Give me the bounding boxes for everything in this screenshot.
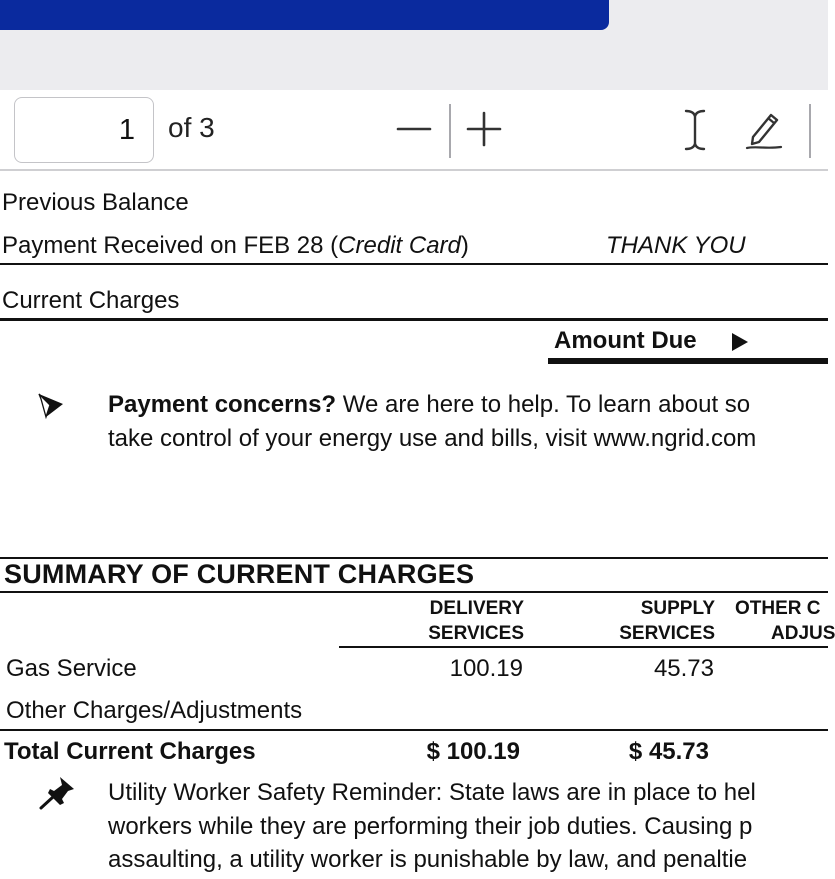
summary-title: SUMMARY OF CURRENT CHARGES	[4, 559, 475, 589]
payment-method: Credit Card	[338, 232, 461, 259]
payment-suffix: )	[460, 232, 469, 259]
document-banner	[0, 0, 609, 30]
zoom-out-button[interactable]	[396, 104, 432, 154]
current-charges-label: Current Charges	[2, 287, 180, 314]
amount-due-label: Amount Due	[554, 327, 697, 354]
pdf-toolbar	[0, 90, 828, 171]
text-cursor-icon	[680, 108, 710, 152]
thank-you-text: THANK YOU	[606, 232, 746, 259]
gas-delivery-value: 100.19	[449, 655, 523, 682]
row-label-gas-service: Gas Service	[6, 655, 137, 682]
column-header-supply-l2: SERVICES	[619, 623, 715, 644]
total-delivery-value: $ 100.19	[426, 738, 520, 765]
payment-concerns-line-2: take control of your energy use and bills, visit www.ngrid.com	[108, 425, 757, 452]
payment-concerns-lead: Payment concerns?	[108, 391, 337, 418]
summary-title-rule	[0, 591, 828, 593]
payment-prefix: Payment Received on FEB 28 (	[2, 232, 339, 259]
safety-reminder-line-2: workers while they are performing their job duties. Causing p	[108, 813, 753, 840]
safety-reminder-line-1: Utility Worker Safety Reminder: State laws are in place to hel	[108, 779, 756, 806]
page-total-label: of 3	[168, 112, 215, 143]
column-header-delivery	[428, 596, 524, 646]
column-header-delivery-l2: SERVICES	[428, 623, 524, 644]
column-header-supply	[619, 596, 715, 646]
divider-line	[0, 263, 828, 265]
pushpin-icon	[38, 775, 76, 811]
markup-pen-button[interactable]	[744, 106, 784, 152]
play-arrow-icon	[730, 331, 750, 353]
zoom-in-button[interactable]	[466, 104, 502, 154]
gas-supply-value: 45.73	[653, 655, 714, 682]
total-top-rule	[0, 729, 828, 731]
app-header-area	[0, 0, 828, 90]
column-header-other-l2: ADJUS	[771, 623, 835, 644]
column-header-other	[735, 596, 835, 646]
pen-icon	[744, 106, 784, 152]
payment-concerns-line-1	[108, 391, 750, 419]
divider-line-thick	[0, 318, 828, 321]
tool-divider	[809, 104, 811, 158]
page-number-input[interactable]	[15, 98, 153, 162]
column-header-rule	[339, 646, 828, 648]
column-header-other-l1: OTHER C	[735, 598, 821, 619]
minus-icon	[396, 104, 432, 154]
page-number-box[interactable]	[14, 97, 154, 163]
total-current-charges-label: Total Current Charges	[4, 738, 256, 765]
safety-reminder-line-3: assaulting, a utility worker is punishable by law, and penaltie	[108, 846, 748, 873]
amount-due-underline	[548, 358, 828, 364]
plus-icon	[466, 104, 502, 154]
zoom-divider	[449, 104, 451, 158]
previous-balance-label: Previous Balance	[2, 189, 189, 216]
document-page	[0, 171, 835, 879]
row-label-other-charges: Other Charges/Adjustments	[6, 697, 303, 724]
total-supply-value: $ 45.73	[628, 738, 709, 765]
payment-received-label	[2, 232, 469, 260]
column-header-supply-l1: SUPPLY	[640, 598, 715, 619]
column-header-delivery-l1: DELIVERY	[429, 598, 524, 619]
payment-concerns-rest: We are here to help. To learn about so	[336, 391, 751, 418]
arrowhead-bullet-icon	[38, 393, 64, 419]
text-select-tool-button[interactable]	[680, 108, 710, 152]
